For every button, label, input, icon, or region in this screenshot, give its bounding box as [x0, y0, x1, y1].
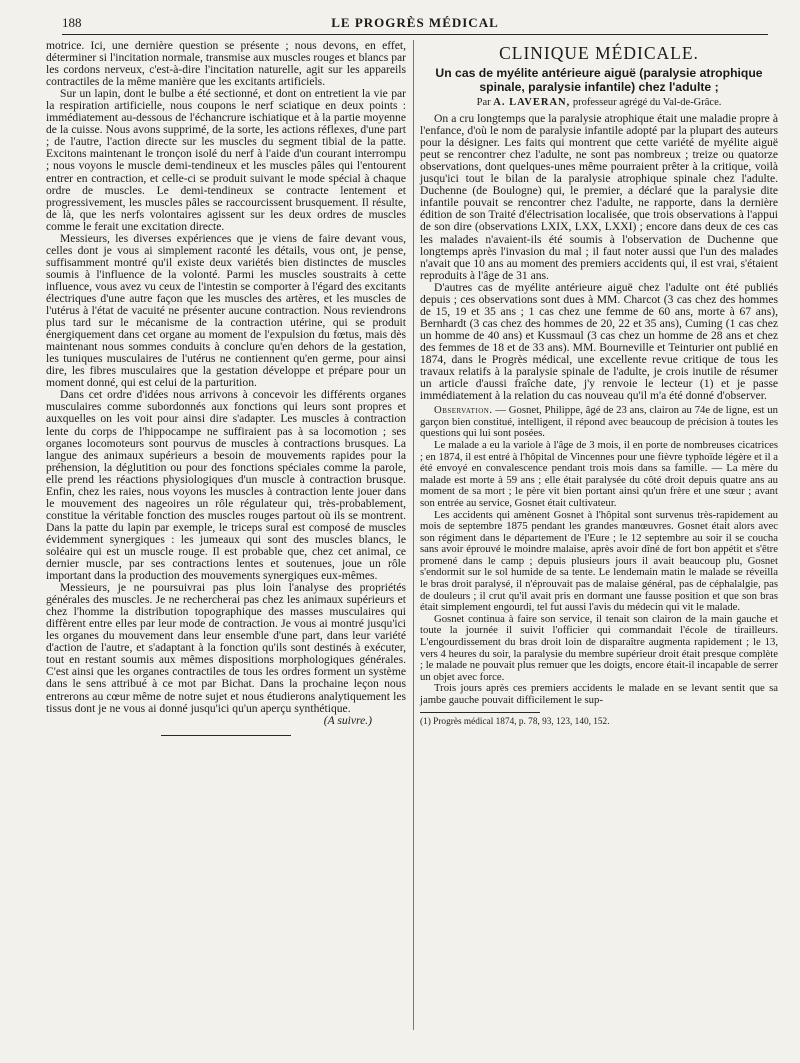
footnote-rule	[420, 712, 540, 713]
observation-paragraph-1	[420, 405, 778, 440]
right-paragraph-2: D'autres cas de myélite antérieure aiguë chez l'adulte ont été publiés depuis ; ces observations sont dues à MM. Charcot (3 cas chez des hommes de 15, 19 et 35 ans ; 1 cas chez une femme de 60 ans, morte à 67 ans), Bernhardt (3 cas chez des hommes de 20, 22 et 35 ans), Cuming (1 cas chez un homme de 40 ans) et Kussmaul (3 cas chez un homme de 28 ans et chez des femmes de 18 et de 33 ans). MM. Bourneville et Teinturier ont publié en 1874, dans le Progrès médical, une excellente revue critique de tous les travaux relatifs à la paralysie spinale de l'adulte, je crois inutile de résumer un article d'aussi fraîche date, j'y renvoie le lecteur (1) et je passe immédiatement à la relation du cas nouveau qu'il m'a été donné d'observer.	[420, 280, 778, 403]
footnote: (1) Progrès médical 1874, p. 78, 93, 123, 140, 152.	[420, 716, 610, 727]
column-divider	[413, 40, 414, 1030]
left-paragraph-1: motrice. Ici, une dernière question se présente ; nous devons, en effet, déterminer si l'incitation normale, transmise aux muscles rouges et blancs par les cordons nerveux, c'est-à-dire l'incitation naturelle, agit sur les appareils contractiles de la même manière que les excitants artificiels.	[46, 39, 406, 89]
running-title: LE PROGRÈS MÉDICAL	[331, 15, 499, 30]
byline-prefix: Par	[476, 97, 491, 108]
left-column	[46, 40, 406, 736]
observation-paragraph-3: Les accidents qui amènent Gosnet à l'hôpital sont survenus très-rapidement au mois de septembre 1875 pendant les grandes manœuvres. Gosnet était alors avec son régiment dans le département de l'Eure ; le 12 septembre au soir il se coucha sans avoir éprouvé le moindre malaise, après avoir dîné de fort bon appétit et s'être promené dans le camp ; depuis plusieurs jours il avait beaucoup plu, Gosnet s'endormit sur le sol humide de sa tente. Le lendemain matin le malade se réveilla le bras droit paralysé, il n'éprouvait pas de malaise général, pas de céphalalgie, pas de douleurs ; il crut qu'il avait pris en dormant une fausse position et que son bras était simplement engourdi, tel fut aussi l'avis du médecin qui vit le malade.	[420, 508, 778, 614]
section-title: CLINIQUE MÉDICALE.	[499, 43, 699, 63]
article-title: Un cas de myélite antérieure aiguë (paralysie atrophique spinale, paralysie infantile) chez l'adulte ;	[435, 66, 763, 94]
observation-paragraph-5: Trois jours après ces premiers accidents le malade en se levant sentit que sa jambe gauche pouvait difficilement le sup-	[420, 682, 778, 707]
observation-text-1: — Gosnet, Philippe, âgé de 23 ans, clairon au 74e de ligne, est un garçon bien constitué, intelligent, il répond avec beaucoup de précision à toutes les questions qui lui sont posées.	[420, 404, 778, 440]
left-paragraph-3: Messieurs, les diverses expériences que je viens de faire devant vous, celles dont je vous ai simplement raconté les détails, vous ont, je pense, suffisamment montré qu'il existe deux variétés bien distinctes de muscles soumis à l'influence de la volonté. Parmi les muscles soustraits à cette influence, vous avez vu ceux de l'intestin se comporter à l'égard des excitants électriques d'une autre façon que les muscles des artères, et les muscles de l'utérus à l'état de vacuité ne présenter aucune contraction. Nous reviendrons plus tard sur le mécanisme de la contraction utérine, qui se produit énergiquement dans cet organe au moment de l'expulsion du fœtus, mais dès maintenant nous sommes conduits à conclure qu'en dehors de la gestation, les tuniques musculaires de l'utérus ne contiennent qu'en germe, pour ainsi dire, les fibres musculaires que la gestation développe et prépare pour un moment donné, qui est celui de la parturition.	[46, 231, 406, 390]
right-column	[420, 40, 778, 728]
page-header	[62, 12, 768, 35]
observation-paragraph-2: Le malade a eu la variole à l'âge de 3 mois, il en porte de nombreuses cicatrices ; en 1874, il est entré à l'hôpital de Vincennes pour une fièvre typhoïde légère et il a été envoyé en convalescence pendant trois mois dans sa famille. — La mère du malade est morte à 59 ans ; elle était paralysée du côté droit depuis quatre ans au moment de sa mort ; le père vit bien portant ainsi qu'un frère et une sœur ; avant son entrée au service, Gosnet était cultivateur.	[420, 438, 778, 509]
right-paragraph-1: On a cru longtemps que la paralysie atrophique était une maladie propre à l'enfance, d'où le nom de paralysie infantile adopté par la plupart des auteurs pour la désigner. Les faits qui montrent que cette variété de myélite aiguë peut se rencontrer chez l'adulte, ne sont pas nombreux ; treize ou quatorze observations, dont quelques-unes même pourraient prêter à la critique, voilà jusqu'ici tout le bilan de la paralysie atrophique spinale chez l'adulte. Duchenne (de Boulogne) qui, le premier, a déclaré que la paralysie dite infantile pouvait se rencontrer chez l'adulte, ne rapporte, dans la dernière édition de son Traité d'électrisation localisée, que trois observations à l'appui de son dire (observations LXIX, LXX, LXXI) ; encore dans deux de ces cas les malades n'avaient-ils été soumis à l'observation de Duchenne que longtemps après l'invasion du mal ; il faut noter aussi que l'un des malades n'avait que 10 ans au moment des premiers accidents qui, il est vrai, s'étaient reproduits à l'âge de 31 ans.	[420, 112, 778, 282]
observation-paragraph-4: Gosnet continua à faire son service, il tenait son clairon de la main gauche et toute la journée il suivit l'officier qui commandait l'école de tirailleurs. L'engourdissement du bras droit loin de disparaître augmenta rapidement ; le 13, vers 4 heures du soir, la paralysie du membre supérieur droit était presque complète ; le malade ne pouvait plus remuer que les doigts, encore était-il incapable de serrer un objet avec force.	[420, 612, 778, 683]
author-name: A. LAVERAN,	[493, 97, 571, 108]
left-paragraph-5: Messieurs, je ne poursuivrai pas plus loin l'analyse des propriétés générales des muscles. Je ne rechercherai pas chez les animaux supérieurs et chez l'homme la distribution topographique des masses musculaires qui diffèrent entre elles par leur mode de contraction. Je vous ai montré jusqu'ici les organes du mouvement dans leur ensemble d'une part, dans leur variété d'action de l'autre, et s'adaptant à la fonction qu'ils sont destinés à exécuter, tout en restant soumis aux mêmes dispositions morphologiques générales. C'est ainsi que les organes contractiles de tous les ordres forment un système dans le sens attribué à ce mot par Bichat. Dans la prochaine leçon nous entrerons au cœur même de notre sujet et nous étudierons analytiquement les tissus dont je ne vous ai donné jusqu'ici qu'un aperçu synthétique.	[46, 581, 406, 715]
author-title: professeur agrégé du Val-de-Grâce.	[572, 97, 722, 108]
to-be-continued: (A suivre.)	[323, 713, 372, 727]
left-paragraph-2: Sur un lapin, dont le bulbe a été sectionné, et dont on entretient la vie par la respiration artificielle, nous coupons le nerf sciatique en deux points : immédiatement au-dessous de l'échancrure ischiatique et à la partie moyenne de la cuisse. Nous avons supprimé, de la sorte, les actions réflexes, d'une part ; de l'autre, l'action directe sur les muscles du segment tibial de la patte. Excitons maintenant le tronçon isolé du nerf à l'aide d'un courant interrompu ; nous voyons le muscle demi-tendineux et les muscles pâles qui l'entourent entrer en contraction, et celle-ci se produit suivant le mode spécial à chaque ordre de muscles. Le demi-tendineux se contracte lentement et progressivement, les muscles pâles se raccourcissent brusquement. Il résulte, de là, que les nerfs volontaires agissent sur les deux ordres de muscles comme le ferait une excitation directe.	[46, 87, 406, 233]
page-number: 188	[62, 15, 82, 30]
left-paragraph-4: Dans cet ordre d'idées nous arrivons à concevoir les différents organes musculaires comme subordonnés aux fonctions qui leurs sont propres et auxquelles on les voit pour ainsi dire s'adapter. Les muscles à contraction lente du corps de l'hippocampe ne suffiraient pas à sa locomotion ; ses organes locomoteurs sont pourvus de muscles à contractions brusques. La langue des animaux supérieurs a besoin de mouvements rapides pour la préhension, la déglutition ou pour des fonctions spéciales comme la parole, elle prend les réactions physiologiques d'un muscle à contraction brusque. Enfin, chez les raies, nous voyons les muscles à contraction lente jouer dans le mouvement des nageoires un rôle régulateur qui, très-probablement, constitue la véritable fonction des muscles rouges partout où ils se montrent. Dans la patte du lapin par exemple, le triceps sural est composé de muscles évidemment synergiques : les jumeaux qui sont des muscles blancs, le soléaire qui est un muscle rouge. Il est probable que, chez cet animal, ce dernier muscle, par ses contractions lentes et soutenues, joue un rôle important dans la production des mouvements synergiques eux-mêmes.	[46, 388, 406, 583]
observation-lead: Observation.	[434, 404, 493, 417]
byline	[420, 97, 778, 109]
end-rule	[161, 735, 291, 736]
